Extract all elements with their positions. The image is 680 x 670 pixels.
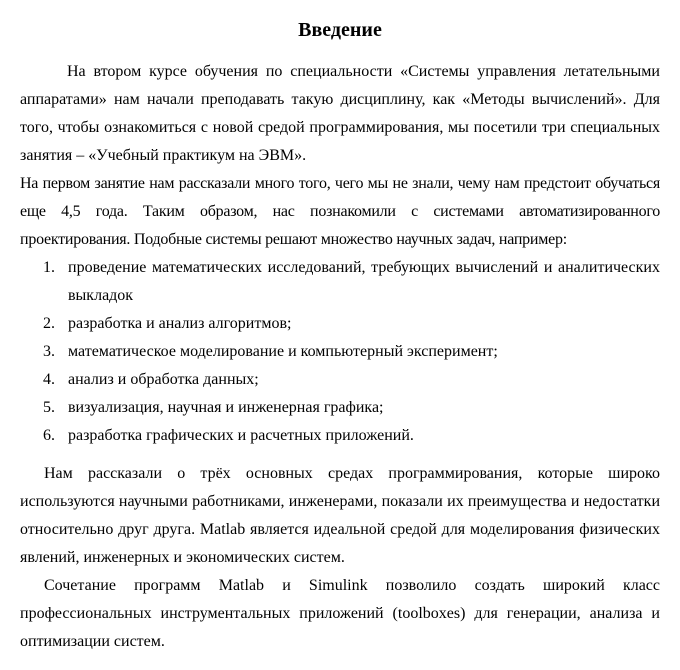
list-item	[20, 338, 660, 366]
list-item	[20, 254, 660, 310]
list-text: разработка графических и расчетных приложений.	[68, 427, 414, 444]
list-item	[20, 366, 660, 394]
list-text: визуализация, научная и инженерная графика;	[68, 399, 384, 416]
list-number: 1.	[43, 259, 55, 276]
paragraph-first-lesson: На первом занятие нам рассказали много того, чего мы не знали, чему нам предстоит обучаться еще 4,5 года. Таким образом, нас познакомили с системами автоматизированного проектирования. Подобные системы решают множество научных задач, например:	[20, 175, 660, 248]
list-item	[20, 310, 660, 338]
paragraph-environments: Нам рассказали о трёх основных средах программирования, которые широко используются научными работниками, инженерами, показали их преимущества и недостатки относительно друг друга. Matlab является идеальной средой для моделирования физических явлений, инженерных и экономических систем.	[20, 465, 660, 566]
task-list	[20, 254, 660, 450]
list-text: проведение математических исследований, требующих вычислений и аналитических выкладок	[68, 259, 660, 304]
list-number: 2.	[43, 315, 55, 332]
paragraph-intro: На втором курсе обучения по специальности «Системы управления летательными аппаратами» нам начали преподавать такую дисциплину, как «Методы вычислений». Для того, чтобы ознакомиться с новой средой программирования, мы посетили три специальных занятия – «Учебный практикум на ЭВМ».	[20, 63, 660, 164]
list-item	[20, 394, 660, 422]
list-number: 4.	[43, 371, 55, 388]
list-text: разработка и анализ алгоритмов;	[68, 315, 292, 332]
list-text: математическое моделирование и компьютерный эксперимент;	[68, 343, 498, 360]
list-item	[20, 422, 660, 450]
list-number: 5.	[43, 399, 55, 416]
list-number: 6.	[43, 427, 55, 444]
document-title: Введение	[298, 19, 382, 41]
list-text: анализ и обработка данных;	[68, 371, 259, 388]
list-number: 3.	[43, 343, 55, 360]
paragraph-simulink: Сочетание программ Matlab и Simulink позволило создать широкий класс профессиональных инструментальных приложений (toolboxes) для генерации, анализа и оптимизации систем.	[20, 577, 660, 650]
